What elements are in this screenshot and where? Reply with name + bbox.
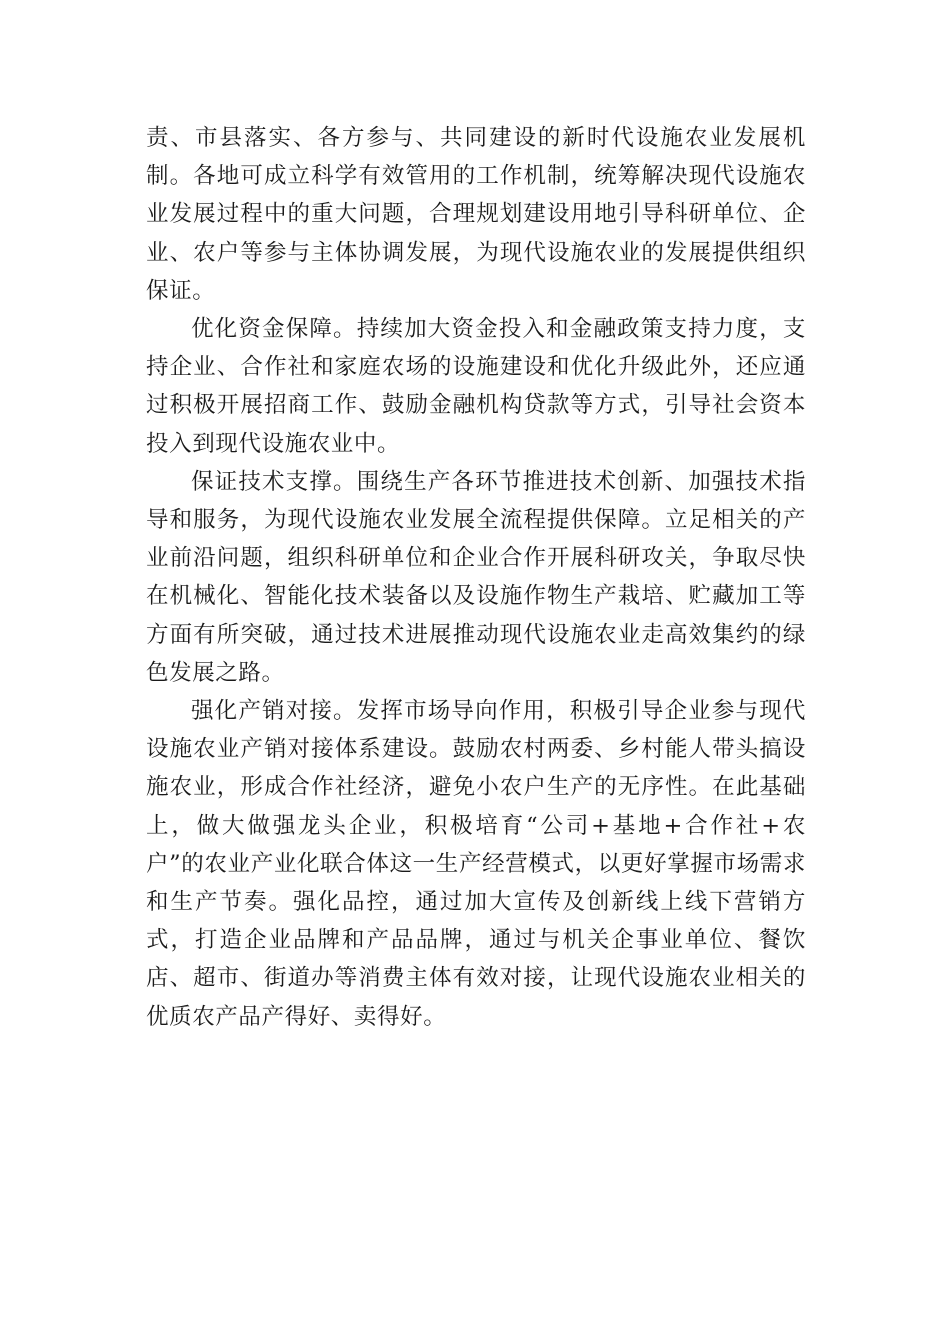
paragraph-tech-support: 保证技术支撑。围绕生产各环节推进技术创新、加强技术指导和服务，为现代设施农业发展全流程提供保障。立足相关的产业前沿问题，组织科研单位和企业合作开展科研攻关，争取尽快在机械化、智能化技术装备以及设施作物生产栽培、贮藏加工等方面有所突破，通过技术进展推动现代设施农业走高效集约的绿色发展之路。: [146, 468, 806, 686]
paragraph-production-marketing: 强化产销对接。发挥市场导向作用，积极引导企业参与现代设施农业产销对接体系建设。鼓励农村两委、乡村能人带头搞设施农业，形成合作社经济，避免小农户生产的无序性。在此基础上，做大做强龙头企业，积极培育“公司+基地+合作社+农户”的农业产业化联合体这一生产经营模式，以更好掌握市场需求和生产节奏。强化品控，通过加大宣传及创新线上线下营销方式，打造企业品牌和产品品牌，通过与机关企事业单位、餐饮店、超市、街道办等消费主体有效对接，让现代设施农业相关的优质农产品产得好、卖得好。: [146, 698, 806, 1030]
document-body: [146, 119, 806, 1036]
paragraph-org-guarantee: 责、市县落实、各方参与、共同建设的新时代设施农业发展机制。各地可成立科学有效管用的工作机制，统筹解决现代设施农业发展过程中的重大问题，合理规划建设用地引导科研单位、企业、农户等参与主体协调发展，为现代设施农业的发展提供组织保证。: [146, 125, 806, 304]
paragraph-funding-guarantee: 优化资金保障。持续加大资金投入和金融政策支持力度，支持企业、合作社和家庭农场的设施建设和优化升级此外，还应通过积极开展招商工作、鼓励金融机构贷款等方式，引导社会资本投入到现代设施农业中。: [146, 316, 806, 457]
